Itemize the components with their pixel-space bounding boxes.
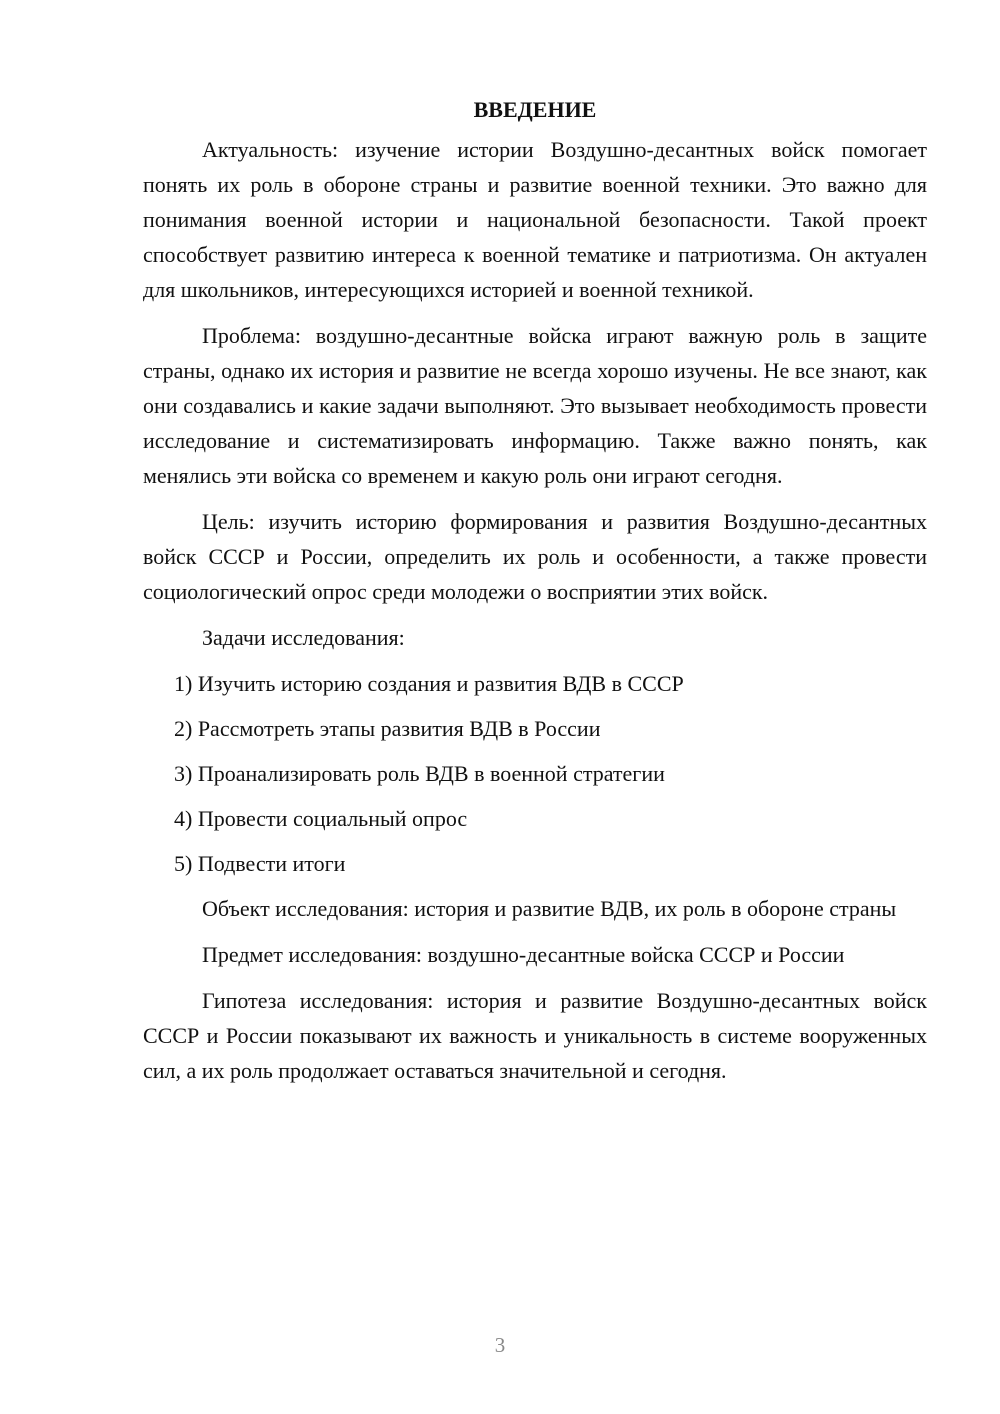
paragraph-subject: Предмет исследования: воздушно-десантные войска СССР и России [202,942,845,967]
document-page [143,95,927,1099]
paragraph-object: Объект исследования: история и развитие ВДВ, их роль в обороне страны [202,896,897,921]
list-item: 2) Рассмотреть этапы развития ВДВ в России [174,716,601,741]
page-title: ВВЕДЕНИЕ [473,97,597,122]
list-item: 3) Проанализировать роль ВДВ в военной стратегии [174,761,665,786]
list-item: 5) Подвести итоги [174,851,346,876]
paragraph-tasks-heading: Задачи исследования: [202,625,405,650]
list-item: 4) Провести социальный опрос [174,806,468,831]
paragraph-hypothesis: Гипотеза исследования: история и развитие Воздушно-десантных войск СССР и России показывают их важность и уникальность в системе вооруженных сил, а их роль продолжает оставаться значительной и сегодня. [143,988,927,1083]
list-item: 1) Изучить историю создания и развития ВДВ в СССР [174,671,684,696]
paragraph-relevance: Актуальность: изучение истории Воздушно-десантных войск помогает понять их роль в обороне страны и развитие военной техники. Это важно для понимания военной истории и национальной безопасности. Такой проект способствует развитию интереса к военной тематике и патриотизма. Он актуален для школьников, интересующихся историей и военной техникой. [143,137,927,302]
page-number: 3 [494,1333,506,1357]
paragraph-problem: Проблема: воздушно-десантные войска играют важную роль в защите страны, однако их история и развитие не всегда хорошо изучены. Не все знают, как они создавались и какие задачи выполняют. Это вызывает необходимость провести исследование и систематизировать информацию. Также важно понять, как менялись эти войска со временем и какую роль они играют сегодня. [143,323,927,488]
paragraph-goal: Цель: изучить историю формирования и развития Воздушно-десантных войск СССР и России, определить их роль и особенности, а также провести социологический опрос среди молодежи о восприятии этих войск. [143,509,927,604]
